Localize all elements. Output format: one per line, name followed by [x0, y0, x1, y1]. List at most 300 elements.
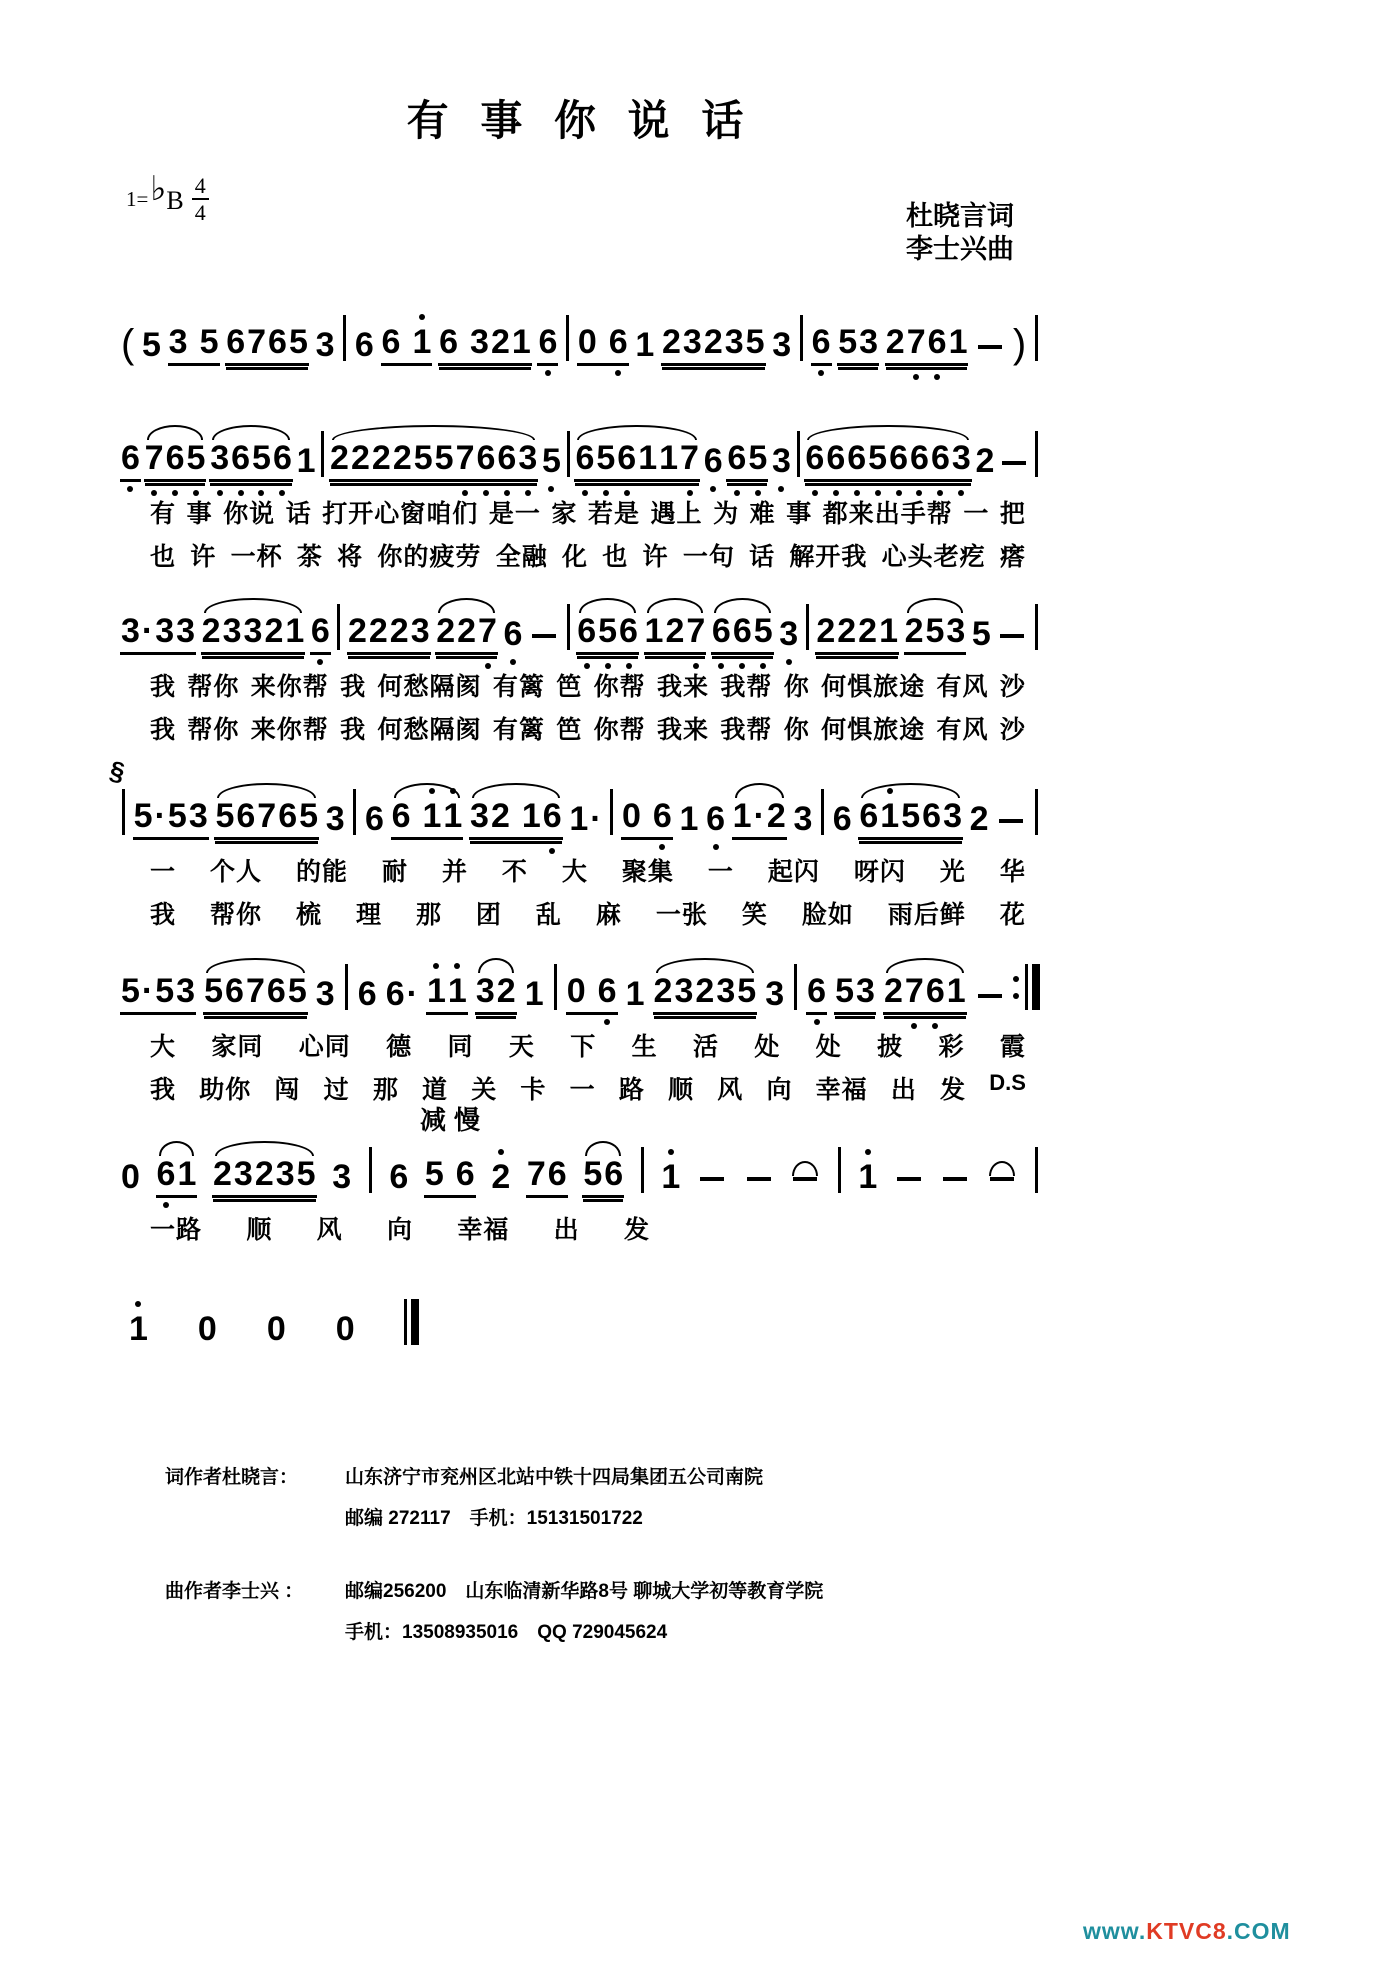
- music-line-3: [120, 603, 1040, 746]
- note: 1: [128, 1312, 149, 1346]
- note: 2: [490, 797, 510, 835]
- note-group: [837, 325, 879, 366]
- barline: [122, 789, 125, 835]
- dash-note: [700, 1177, 724, 1181]
- note: 1: [524, 975, 544, 1013]
- note: 3: [275, 1155, 295, 1193]
- note-group: [574, 441, 700, 482]
- lyric-syllable: 顺: [668, 1076, 695, 1104]
- note-group: [120, 1160, 141, 1198]
- note: 2: [350, 439, 370, 477]
- note-group: [315, 977, 336, 1015]
- note: 6: [230, 441, 251, 475]
- note: 2: [490, 1160, 511, 1194]
- note: 6: [364, 800, 384, 838]
- note: 2: [330, 439, 349, 477]
- note: 3: [121, 612, 140, 650]
- note: 2: [969, 800, 989, 838]
- flat-sign: ♭: [150, 171, 167, 209]
- lyric-syllable: 同: [447, 1033, 474, 1061]
- lyric-syllable: 出: [553, 1216, 580, 1244]
- note: 2: [392, 439, 412, 477]
- note: 5: [838, 323, 858, 361]
- lyrics-row: [120, 1027, 1040, 1063]
- note-group: [653, 974, 758, 1015]
- barline: [821, 789, 824, 835]
- barline: [838, 1147, 841, 1193]
- note: 5: [583, 1155, 603, 1193]
- note: 6: [120, 441, 141, 475]
- lyric-syllable: 一: [707, 858, 734, 886]
- note: 2: [457, 612, 477, 650]
- final-barline: [404, 1299, 419, 1345]
- note-group: [541, 444, 562, 482]
- note: 3: [771, 444, 792, 478]
- note: 6: [922, 797, 942, 835]
- lyric-syllable: 帮你: [209, 901, 262, 929]
- note: 5: [287, 972, 307, 1010]
- slur-arc: [147, 425, 204, 440]
- note-group: [197, 1312, 218, 1350]
- note-group: [503, 617, 524, 655]
- barline: [610, 789, 613, 835]
- note: 5: [434, 439, 454, 477]
- note: 1: [447, 974, 468, 1008]
- note: 3: [470, 323, 489, 361]
- note-group: [771, 444, 792, 482]
- lyric-syllable: 发: [940, 1076, 967, 1104]
- repeat-thick-bar: [1032, 964, 1040, 1010]
- slur-arc: [989, 1161, 1015, 1176]
- music-line-6: [120, 1105, 1040, 1246]
- note: 5: [737, 972, 757, 1010]
- lyric-syllable: 理: [355, 901, 382, 929]
- note: 2: [264, 612, 284, 650]
- note: 2: [665, 612, 685, 650]
- note-group: [986, 1177, 1018, 1198]
- octave-dot-low: [958, 490, 964, 496]
- barline: [1035, 1147, 1038, 1193]
- lyric-syllable: 来你帮: [250, 716, 329, 744]
- lyric-syllable: 何愁隔阂: [377, 673, 482, 701]
- lyric-syllable: 天: [508, 1033, 535, 1061]
- note-group: [582, 1157, 624, 1198]
- lyric-syllable: 幸福: [457, 1216, 510, 1244]
- lyric-syllable: 道: [422, 1076, 449, 1104]
- barline: [806, 604, 809, 650]
- octave-dot-high: [433, 963, 439, 969]
- octave-dot-low: [545, 370, 551, 376]
- lyric-syllable: 一杯: [230, 543, 283, 571]
- lyric-syllable: 我来: [657, 673, 710, 701]
- lyric-syllable: 一: [150, 858, 177, 886]
- dash-note: [978, 345, 1002, 349]
- note: 6: [703, 444, 724, 478]
- lyric-syllable: 的能: [295, 858, 348, 886]
- slur-arc: [735, 783, 784, 798]
- lyric-syllable: 路: [618, 1076, 645, 1104]
- composer-contact-detail: 手机：13508935016 QQ 729045624: [345, 1622, 668, 1643]
- dash-note: [999, 819, 1023, 823]
- note: 2: [904, 612, 924, 650]
- lyric-syllable: 沙: [999, 716, 1026, 744]
- note-group: [858, 799, 963, 840]
- octave-dot-low: [163, 1202, 169, 1208]
- octave-dot-low: [875, 490, 881, 496]
- lyric-syllable: 家同: [211, 1033, 264, 1061]
- lyricist-address: 山东济宁市兖州区北站中铁十四局集团五公司南院: [345, 1467, 764, 1488]
- note: 5: [753, 614, 774, 648]
- slur-arc: [577, 425, 697, 440]
- note: 6: [537, 325, 558, 359]
- barline: [343, 315, 346, 361]
- dash-note: [990, 1177, 1014, 1181]
- note: 7: [904, 974, 925, 1008]
- barline: [369, 1147, 372, 1193]
- octave-dot-high: [454, 963, 460, 969]
- note: 2: [201, 612, 221, 650]
- slur-arc: [206, 958, 305, 973]
- note: 5: [835, 972, 855, 1010]
- note: 6: [476, 441, 497, 475]
- note-group: [711, 614, 774, 655]
- lyric-syllable: 沙: [999, 673, 1026, 701]
- note: 3: [315, 975, 335, 1013]
- note: 7: [526, 1155, 546, 1193]
- note: 3: [793, 800, 813, 838]
- note: 1: [638, 439, 658, 477]
- octave-dot-low: [833, 490, 839, 496]
- barline: [554, 964, 557, 1010]
- slur-arc: [204, 598, 303, 613]
- note: 6: [804, 441, 825, 475]
- lyric-syllable: 我: [340, 716, 367, 744]
- note-group: [528, 634, 560, 655]
- note: 6: [455, 1155, 475, 1193]
- note-group: [815, 614, 899, 655]
- octave-dot-low: [217, 490, 223, 496]
- note-group: [577, 325, 629, 366]
- note: 6: [652, 799, 673, 833]
- slur-arc: [585, 1141, 621, 1156]
- lyrics-row: [120, 895, 1040, 931]
- note-group: [832, 802, 853, 840]
- note: 1: [732, 797, 752, 835]
- note-group: [203, 974, 308, 1015]
- note: 3: [475, 972, 495, 1010]
- octave-dot-low: [317, 659, 323, 665]
- note: 1: [285, 612, 305, 650]
- note-group: [391, 799, 464, 840]
- dash-note: [1002, 461, 1026, 465]
- lyrics-row: [120, 852, 1040, 888]
- octave-dot-low: [582, 490, 588, 496]
- music-line-7: [120, 1298, 1040, 1350]
- note: 6: [616, 441, 637, 475]
- note: 1: [659, 439, 679, 477]
- note-group: [385, 977, 419, 1015]
- note: 2: [389, 612, 409, 650]
- barline: [1035, 315, 1038, 361]
- note: 5: [745, 323, 765, 361]
- lyric-syllable: 我帮: [720, 673, 773, 701]
- octave-dot-low: [258, 490, 264, 496]
- footer-contacts: [120, 1462, 1040, 1644]
- lyric-syllable: 也: [150, 543, 177, 571]
- note: 1: [521, 797, 541, 835]
- note-group: [971, 617, 992, 655]
- note: 5: [121, 972, 140, 1010]
- note-group: [644, 614, 707, 655]
- lyric-syllable: 并: [441, 858, 468, 886]
- note: 2: [703, 323, 723, 361]
- octave-dot-low: [934, 374, 940, 380]
- slur-arc: [807, 425, 968, 440]
- note-group: [426, 974, 468, 1015]
- octave-dot-low: [193, 490, 199, 496]
- note: 7: [257, 797, 277, 835]
- octave-dot-low: [605, 663, 611, 669]
- lyric-syllable: 彩: [938, 1033, 965, 1061]
- note: 3: [222, 612, 242, 650]
- notation-row: [120, 430, 1040, 482]
- octave-dot-low: [172, 490, 178, 496]
- lyric-syllable: 有: [150, 500, 177, 528]
- octave-dot-low: [624, 490, 630, 496]
- note-group: [315, 328, 336, 366]
- note-group: [778, 617, 799, 655]
- composer-address: 邮编256200 山东临清新华路8号 聊城大学初等教育学院: [345, 1581, 824, 1602]
- barline: [641, 1147, 644, 1193]
- note: 2: [837, 612, 857, 650]
- note-group: [625, 977, 646, 1015]
- lyrics-row: [120, 537, 1040, 573]
- barline: [1035, 431, 1038, 477]
- note-group: [696, 1177, 728, 1198]
- note: 6: [266, 972, 286, 1010]
- note: 5: [299, 797, 319, 835]
- octave-dot-low: [814, 1019, 820, 1025]
- octave-dot-low: [911, 1023, 917, 1029]
- note: 2: [212, 1155, 232, 1193]
- lyric-syllable: 生: [631, 1033, 658, 1061]
- note: 7: [245, 972, 265, 1010]
- note: 1: [442, 799, 463, 833]
- music-line-1: [120, 314, 1040, 366]
- sheet-content: [107, 0, 1040, 1644]
- parenthesis: ): [1012, 322, 1027, 366]
- octave-dot-high: [887, 788, 893, 794]
- note: 6: [888, 441, 909, 475]
- note-group: [974, 345, 1006, 366]
- barline: [1035, 789, 1038, 835]
- barline: [1035, 604, 1038, 650]
- repeat-dot: [1013, 993, 1019, 999]
- note: 6: [927, 325, 948, 359]
- time-signature: [192, 174, 209, 224]
- lyric-syllable: 我: [150, 1076, 177, 1104]
- barline: [321, 431, 324, 477]
- note: 6: [811, 325, 832, 359]
- note: 5: [597, 614, 618, 648]
- octave-dot-low: [710, 486, 716, 492]
- note-group: [212, 1157, 317, 1198]
- barline: [567, 604, 570, 650]
- note-group: [364, 802, 385, 840]
- note-group: [969, 802, 990, 840]
- notation-row: [120, 1298, 1040, 1350]
- note-group: [893, 1177, 925, 1198]
- note: 2: [661, 323, 681, 361]
- note: 5: [867, 441, 888, 475]
- lyric-syllable: 将: [337, 543, 364, 571]
- note: 6: [272, 441, 293, 475]
- repeat-dots: [1013, 976, 1019, 999]
- composer-credit: 李士兴曲: [906, 234, 1014, 264]
- octave-dot-low: [693, 663, 699, 669]
- lyric-syllable: 事: [186, 500, 213, 528]
- lyric-syllable: 话: [285, 500, 312, 528]
- note-group: [325, 802, 346, 840]
- lyric-syllable: 家: [551, 500, 578, 528]
- octave-dot-low: [584, 663, 590, 669]
- note: 5: [747, 441, 768, 475]
- note-group: [329, 441, 538, 482]
- note: 6: [604, 1155, 624, 1193]
- note: 1: [879, 612, 898, 650]
- note-group: [634, 328, 655, 366]
- lyric-syllable: 全融: [495, 543, 548, 571]
- note-group: [678, 802, 699, 840]
- note: 2: [371, 439, 391, 477]
- lyric-syllable: 打开心窗咱们: [322, 500, 479, 528]
- note: 6: [389, 1158, 409, 1196]
- lyric-syllable: 发: [623, 1216, 650, 1244]
- note: 6: [357, 975, 377, 1013]
- slur-arc: [472, 783, 560, 798]
- lyric-syllable: 下: [570, 1033, 597, 1061]
- notation-row: [120, 788, 1040, 840]
- lyric-syllable: 一路: [150, 1216, 203, 1244]
- lyric-syllable: 一: [569, 1076, 596, 1104]
- slur-arc: [438, 598, 495, 613]
- note: 3: [724, 323, 744, 361]
- octave-dot-low: [916, 490, 922, 496]
- note-group: [1012, 322, 1027, 366]
- note-group: [266, 1312, 287, 1350]
- note: 1: [511, 323, 531, 361]
- lyric-syllable: 你: [783, 716, 810, 744]
- note: 3: [517, 441, 538, 475]
- lyric-syllable: 脸如: [801, 901, 854, 929]
- composer-contact-row: [120, 1576, 1040, 1603]
- note: 0: [197, 1310, 217, 1348]
- note-group: [296, 444, 317, 482]
- note-group: [998, 461, 1030, 482]
- note: 7: [906, 325, 927, 359]
- lyric-syllable: 梳: [295, 901, 322, 929]
- note-group: [357, 977, 378, 1015]
- note: 6: [542, 799, 563, 833]
- slur-arc: [792, 1161, 818, 1176]
- octave-dot-low: [755, 490, 761, 496]
- watermark-prefix: www.: [1083, 1918, 1147, 1944]
- lyric-syllable: 瘩: [999, 543, 1026, 571]
- note-group: [660, 1160, 681, 1198]
- note: 6: [930, 441, 951, 475]
- note: 6: [705, 802, 726, 836]
- lyric-syllable: 有篱: [492, 673, 545, 701]
- key-signature: [126, 171, 209, 226]
- note: 3: [943, 797, 962, 835]
- note: 1: [426, 974, 447, 1008]
- note-group: [939, 1177, 971, 1198]
- barline: [353, 789, 356, 835]
- key-letter: B: [166, 186, 184, 216]
- octave-dot-high: [865, 1149, 871, 1155]
- note: 6: [503, 617, 524, 651]
- lyric-syllable: 你帮: [593, 673, 646, 701]
- dash-note: [943, 1177, 967, 1181]
- note: 5: [167, 797, 187, 835]
- lyric-syllable: 风: [717, 1076, 744, 1104]
- note-group: [475, 974, 517, 1015]
- notation-row: [120, 314, 1040, 366]
- note-group: [703, 444, 724, 482]
- slur-arc: [656, 958, 755, 973]
- note-group: [469, 799, 563, 840]
- note: 6: [846, 441, 867, 475]
- note: 5: [971, 615, 991, 653]
- note-group: [975, 444, 996, 482]
- lyric-syllable: 雨后鲜: [887, 901, 966, 929]
- lyrics-row: [120, 710, 1040, 746]
- lyric-syllable: 是一: [488, 500, 541, 528]
- octave-dot-low: [485, 663, 491, 669]
- slur-arc: [159, 1141, 195, 1156]
- note: 1: [857, 1160, 878, 1194]
- lyric-syllable: 我来: [657, 716, 710, 744]
- note-group: [732, 799, 787, 840]
- note-group: [144, 441, 207, 482]
- dash-note: [897, 1177, 921, 1181]
- barline: [566, 315, 569, 361]
- lyrics-row: [120, 1210, 664, 1246]
- octave-dot-high: [450, 788, 456, 794]
- lyric-syllable: 风: [316, 1216, 343, 1244]
- lyric-syllable: 处: [754, 1033, 781, 1061]
- note: 3: [410, 612, 430, 650]
- note-group: [120, 974, 196, 1015]
- note: 6: [547, 1155, 567, 1193]
- lyric-syllable: 出: [890, 1076, 917, 1104]
- note-group: [789, 1177, 821, 1198]
- lyric-syllable: 话: [749, 543, 776, 571]
- lyric-syllable: 何惧旅途: [821, 716, 926, 744]
- slur-arc: [212, 425, 290, 440]
- note: 3: [168, 323, 188, 361]
- barline: [567, 431, 570, 477]
- lyric-syllable: 耐: [381, 858, 408, 886]
- note: 2: [858, 612, 878, 650]
- lyric-syllable: 难: [749, 500, 776, 528]
- barline: [797, 431, 800, 477]
- lyric-syllable: 我帮: [720, 716, 773, 744]
- note: 7: [685, 614, 706, 648]
- octave-dot-low: [778, 486, 784, 492]
- lyric-syllable: 一张: [655, 901, 708, 929]
- note: 3: [951, 441, 972, 475]
